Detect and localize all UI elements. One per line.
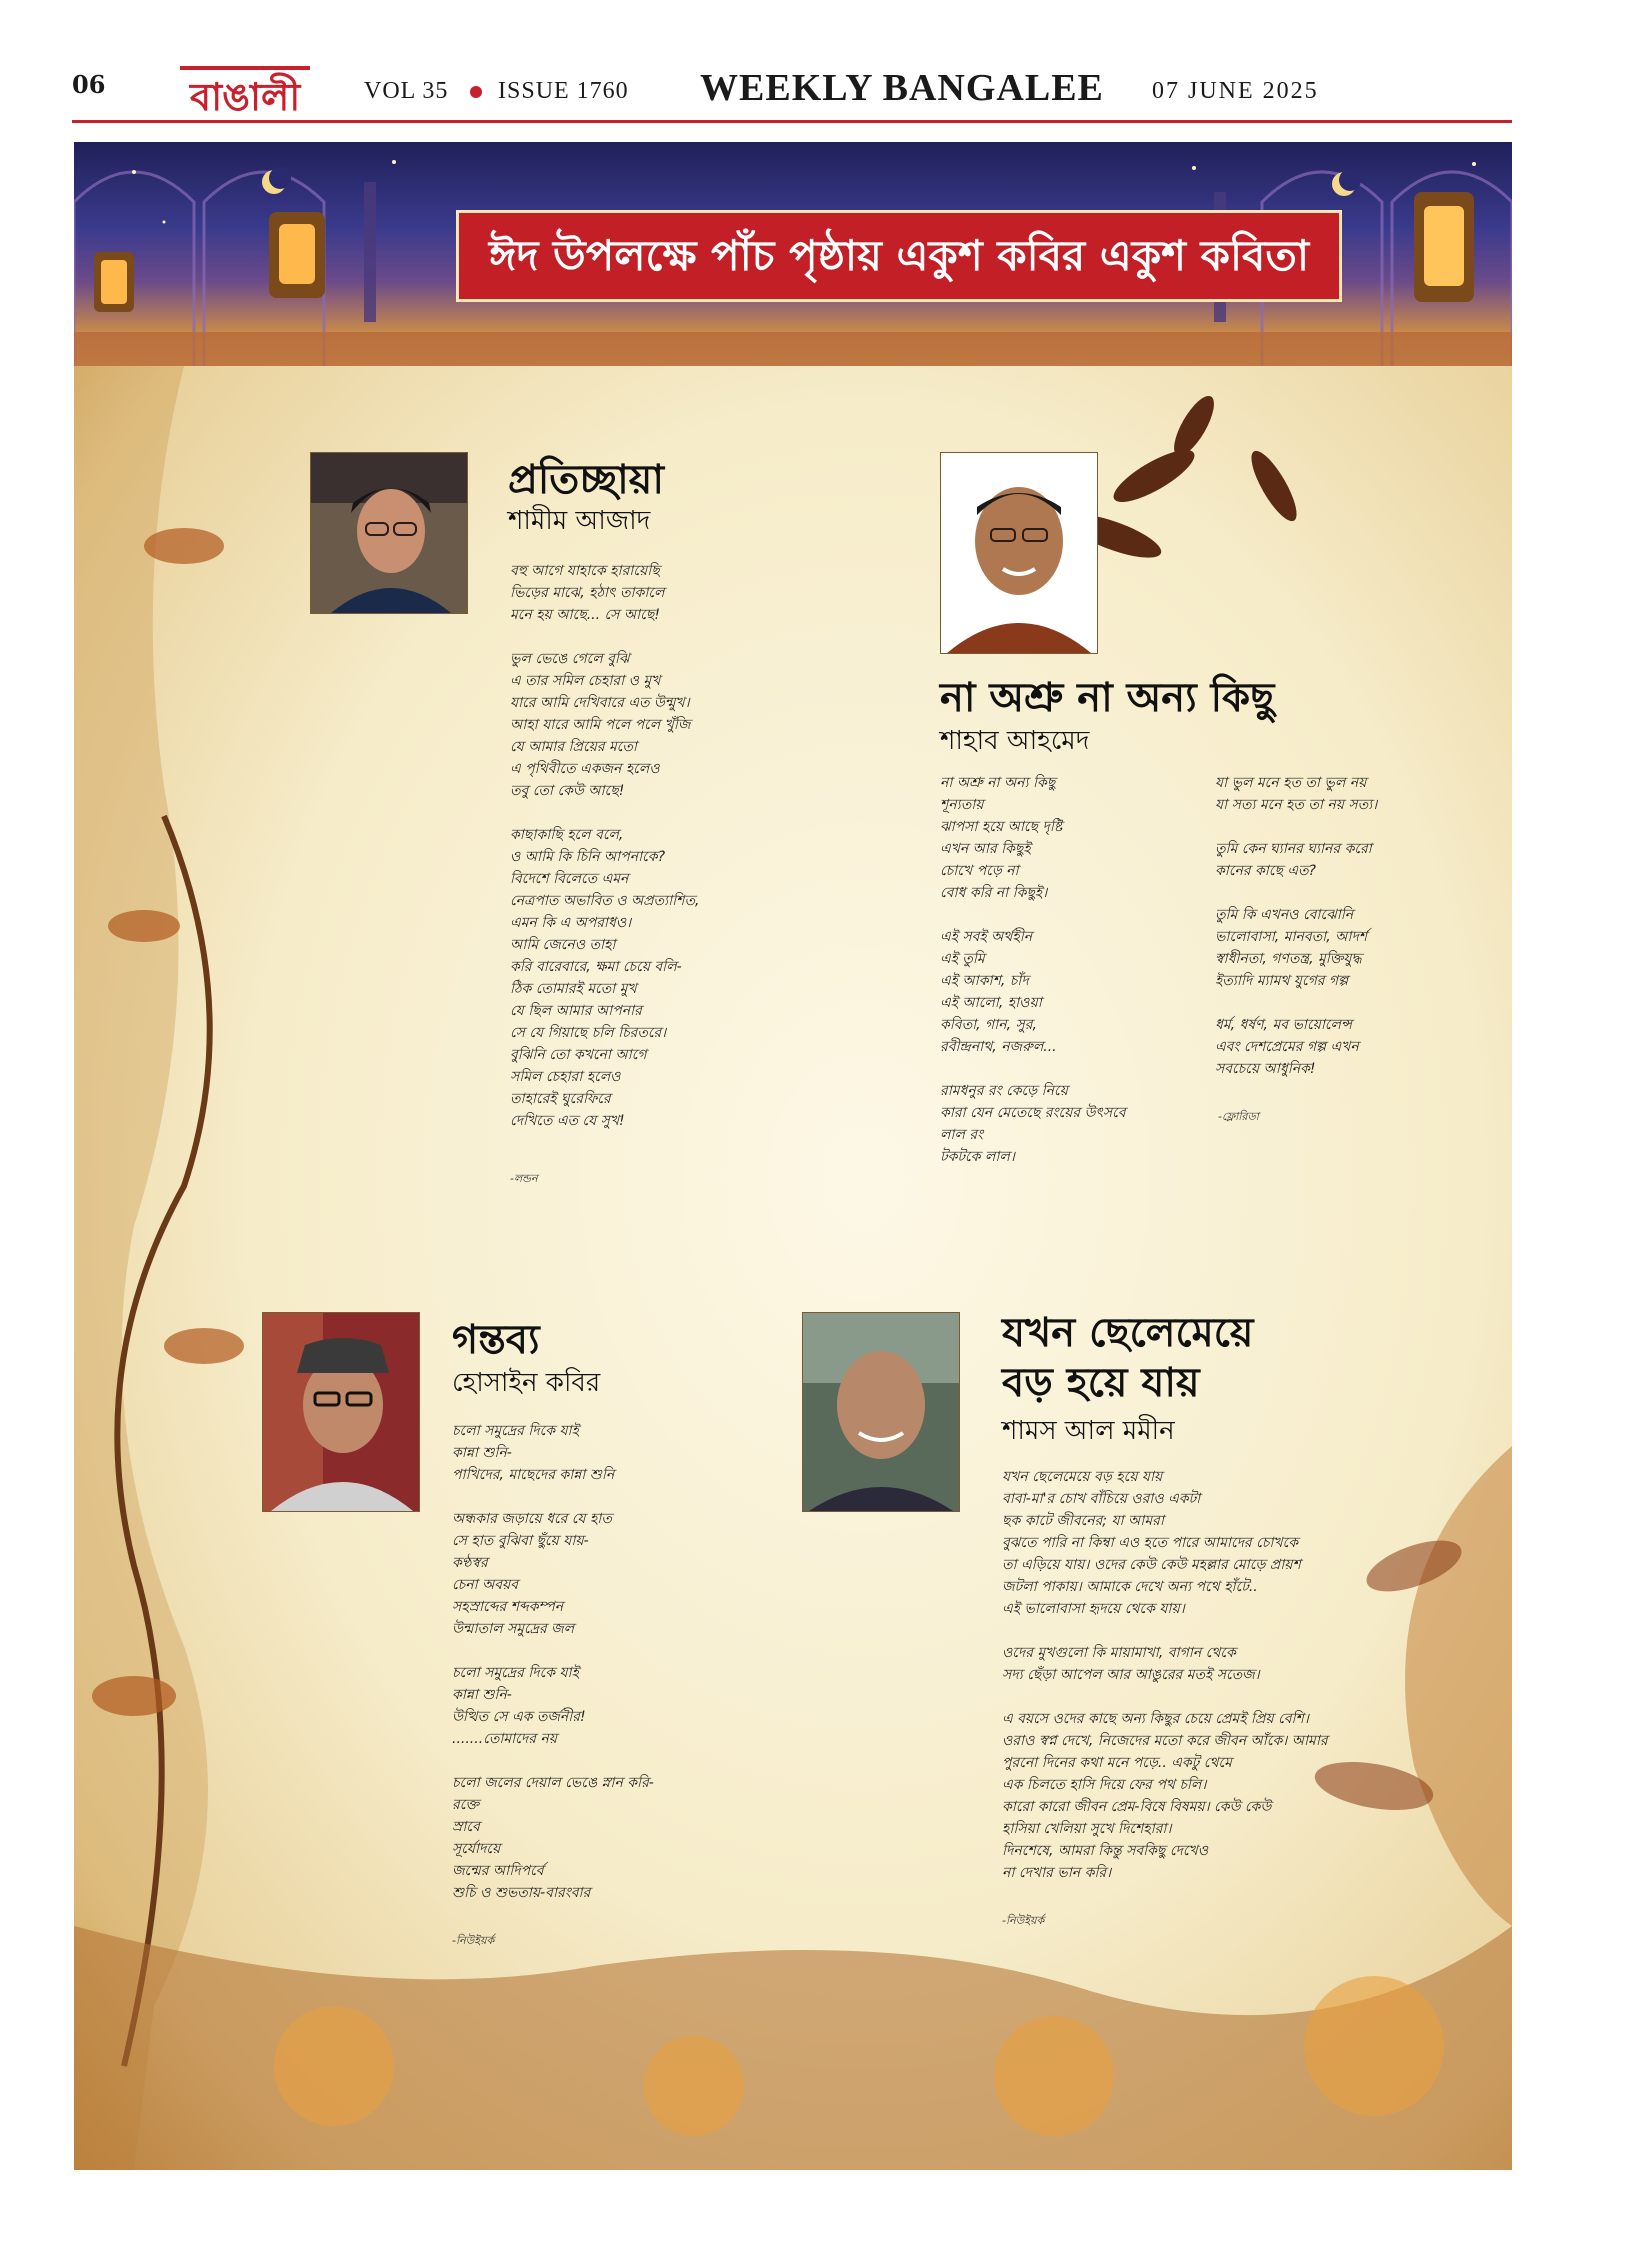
poem-line: ভালোবাসা, মানবতা, আদর্শ	[1215, 929, 1368, 945]
banner-title: ঈদ উপলক্ষে পাঁচ পৃষ্ঠায় একুশ কবির একুশ কবিতা	[456, 210, 1342, 302]
poem-line: এই সবই অর্থহীন	[940, 929, 1033, 945]
poet-photo-hossain-kabir	[262, 1312, 420, 1512]
poem-body	[452, 1420, 752, 1926]
poem-title: প্রতিচ্ছায়া	[508, 457, 664, 503]
poem-stanza	[452, 1662, 752, 1750]
page-number: 06	[72, 70, 106, 99]
poem-line: ওদের মুখগুলো কি মায়ামাখা, বাগান থেকে	[1002, 1645, 1236, 1661]
poem-line: চেনা অবয়ব	[452, 1577, 519, 1593]
poem-line: যা সত্য মনে হত তা নয় সত্য।	[1215, 797, 1378, 813]
poem-place: -লন্ডন	[510, 1172, 538, 1185]
poem-line: ইত্যাদি ম্যামথ যুগের গল্প	[1215, 973, 1349, 989]
poem-stanza	[940, 772, 1200, 904]
poem-line: সহস্রাব্দের শব্দকম্পন	[452, 1599, 564, 1615]
poem-line: দেখিতে এত যে সুখ!	[510, 1113, 625, 1129]
poet-photo-shahab-ahmed	[940, 452, 1098, 654]
poem-line: যে আমার প্রিয়ের মতো	[510, 739, 637, 755]
poem-title: না অশ্রু না অন্য কিছু	[940, 675, 1275, 721]
poem-line: .......তোমাদের নয়	[452, 1731, 557, 1747]
poem-line: এখন আর কিছুই	[940, 841, 1031, 857]
poem-title-line-2: বড় হয়ে যায়	[1002, 1360, 1200, 1406]
poem-line: স্বাধীনতা, গণতন্ত্র, মুক্তিযুদ্ধ	[1215, 951, 1362, 967]
poem-line: ধর্ম, ধর্ষণ, মব ভায়োলেন্স	[1215, 1017, 1352, 1033]
poem-line: না অশ্রু না অন্য কিছু	[940, 775, 1056, 791]
poem-line: হাসিয়া খেলিয়া সুখে দিশেহারা।	[1002, 1821, 1172, 1837]
poem-line: এই ভালোবাসা হৃদয়ে থেকে যায়।	[1002, 1601, 1185, 1617]
paper-name: WEEKLY BANGALEE	[700, 67, 1104, 109]
poem-stanza	[1002, 1642, 1442, 1686]
issue-label: ISSUE 1760	[498, 78, 629, 104]
poem-line: তবু তো কেউ আছে!	[510, 783, 625, 799]
poem-title: গন্তব্য	[452, 1317, 540, 1363]
poem-body-column-2	[1215, 772, 1475, 1102]
poem-line: উত্থিত সে এক তর্জনীর!	[452, 1709, 586, 1725]
poem-line: পুরনো দিনের কথা মনে পড়ে.. একটু থেমে	[1002, 1755, 1232, 1771]
poet-photo-shamim-azad	[310, 452, 468, 614]
poem-line: বোধ করি না কিছুই।	[940, 885, 1048, 901]
poem-line: এবং দেশপ্রেমের গল্প এখন	[1215, 1039, 1359, 1055]
poem-line: ঝাপসা হয়ে আছে দৃষ্টি	[940, 819, 1063, 835]
poem-line: জন্মের আদিপর্বে	[452, 1863, 544, 1879]
poem-line: চলো সমুদ্রের দিকে যাই	[452, 1665, 579, 1681]
poem-line: বিদেশে বিলেতে এমন	[510, 871, 629, 887]
poem-line: সে যে গিয়াছে চলি চিরতরে।	[510, 1025, 667, 1041]
poem-stanza	[452, 1772, 752, 1904]
poem-line: এক চিলতে হাসি দিয়ে ফের পথ চলি।	[1002, 1777, 1207, 1793]
poem-line: সদ্য ছেঁড়া আপেল আর আঙুরের মতই সতেজ।	[1002, 1667, 1260, 1683]
poem-line: কান্না শুনি-	[452, 1445, 512, 1461]
poem-stanza	[510, 648, 810, 802]
poem-stanza	[1215, 772, 1475, 816]
poem-line: ছক কাটে জীবনের; যা আমরা	[1002, 1513, 1164, 1529]
poet-photo-shams-al-momin	[802, 1312, 960, 1512]
bangalee-logo	[120, 62, 316, 120]
poem-line: এই তুমি	[940, 951, 985, 967]
poem-line: চলো জলের দেয়াল ভেঙে স্নান করি-	[452, 1775, 654, 1791]
poem-line: ওরাও স্বপ্ন দেখে, নিজেদের মতো করে জীবন আঁকে। আমার	[1002, 1733, 1328, 1749]
poem-line: জটলা পাকায়। আমাকে দেখে অন্য পথে হাঁটে..	[1002, 1579, 1258, 1595]
poem-line: লাল রং	[940, 1127, 984, 1143]
poem-line: কণ্ঠস্বর	[452, 1555, 488, 1571]
poem-line: কান্না শুনি-	[452, 1687, 512, 1703]
poem-line: মনে হয় আছে... সে আছে!	[510, 607, 660, 623]
poem-body	[1002, 1466, 1442, 1906]
svg-text:বাঙালী: বাঙালী	[190, 75, 301, 119]
poem-line: রামধনুর রং কেড়ে নিয়ে	[940, 1083, 1068, 1099]
poem-line: এই আকাশ, চাঁদ	[940, 973, 1029, 989]
poem-line: এ পৃথিবীতে একজন হলেও	[510, 761, 660, 777]
poem-line: আমি জেনেও তাহা	[510, 937, 616, 953]
poem-author: হোসাইন কবির	[452, 1368, 601, 1398]
poem-stanza	[1215, 838, 1475, 882]
poem-line: বুঝিনি তো কখনো আগে	[510, 1047, 647, 1063]
poem-line: শূন্যতায়	[940, 797, 984, 813]
separator-dot	[470, 86, 482, 98]
poem-stanza	[452, 1508, 752, 1640]
eid-banner	[74, 142, 1512, 366]
poem-place: -ফ্লোরিডা	[1218, 1110, 1259, 1123]
poem-line: এই আলো, হাওয়া	[940, 995, 1042, 1011]
poem-body	[510, 560, 810, 1154]
poem-line: কারা যেন মেতেছে রংয়ের উৎসবে	[940, 1105, 1126, 1121]
poem-line: এ তার সমিল চেহারা ও মুখ	[510, 673, 661, 689]
poem-stanza	[1002, 1708, 1442, 1884]
poem-line: তুমি কেন ঘ্যানর ঘ্যানর করো	[1215, 841, 1372, 857]
poem-line: কানের কাছে এত?	[1215, 863, 1316, 879]
header-rule	[72, 120, 1512, 123]
poem-line: ভুল ভেঙে গেলে বুঝি	[510, 651, 630, 667]
poem-line: কাছাকাছি হলে বলে,	[510, 827, 624, 843]
poem-stanza	[510, 560, 810, 626]
poem-line: করি বারেবারে, ক্ষমা চেয়ে বলি-	[510, 959, 682, 975]
poem-line: তুমি কি এখনও বোঝোনি	[1215, 907, 1354, 923]
poem-line: অন্ধকার জড়ায়ে ধরে যে হাত	[452, 1511, 612, 1527]
poem-line: যা ভুল মনে হত তা ভুল নয়	[1215, 775, 1367, 791]
poem-line: ঠিক তোমারই মতো মুখ	[510, 981, 637, 997]
poem-line: বাবা-মা'র চোখ বাঁচিয়ে ওরাও একটা	[1002, 1491, 1201, 1507]
poem-line: টকটকে লাল।	[940, 1149, 1015, 1165]
poem-author: শামীম আজাদ	[508, 506, 651, 536]
poem-title-line-1: যখন ছেলেমেয়ে	[1002, 1310, 1254, 1356]
poem-place: -নিউইয়র্ক	[1002, 1914, 1045, 1927]
poem-line: বহু আগে যাহাকে হারায়েছি	[510, 563, 660, 579]
poem-line: ও আমি কি চিনি আপনাকে?	[510, 849, 666, 865]
poem-line: দিনশেষে, আমরা কিন্তু সবকিছু দেখেও	[1002, 1843, 1209, 1859]
poem-line: পাখিদের, মাছেদের কান্না শুনি	[452, 1467, 615, 1483]
poem-line: সবচেয়ে আধুনিক!	[1215, 1061, 1316, 1077]
poem-line: উন্মাতাল সমুদ্রের জল	[452, 1621, 575, 1637]
poem-stanza	[1215, 1014, 1475, 1080]
poem-line: তাহারেই ঘুরেফিরে	[510, 1091, 611, 1107]
poem-line: তা এড়িয়ে যায়। ওদের কেউ কেউ মহল্লার মোড়ে প্রায়শ	[1002, 1557, 1301, 1573]
poem-line: যখন ছেলেমেয়ে বড় হয়ে যায়	[1002, 1469, 1163, 1485]
poem-line: শুচি ও শুভতায়-বারংবার	[452, 1885, 591, 1901]
poem-place: -নিউইয়র্ক	[452, 1934, 495, 1947]
poem-line: রক্তে	[452, 1797, 479, 1813]
poem-body	[940, 772, 1200, 1190]
poem-line: সূর্যোদয়ে	[452, 1841, 501, 1857]
poem-line: রবীন্দ্রনাথ, নজরুল...	[940, 1039, 1057, 1055]
poem-line: এ বয়সে ওদের কাছে অন্য কিছুর চেয়ে প্রেমই প্রিয় বেশি।	[1002, 1711, 1309, 1727]
poem-line: স্রাবে	[452, 1819, 480, 1835]
poem-line: যে ছিল আমার আপনার	[510, 1003, 642, 1019]
poem-line: সমিল চেহারা হলেও	[510, 1069, 621, 1085]
poem-line: ভিড়ের মাঝে, হঠাৎ তাকালে	[510, 585, 665, 601]
poem-line: না দেখার ভান করি।	[1002, 1865, 1112, 1881]
poem-line: সে হাত বুঝিবা ছুঁয়ে যায়-	[452, 1533, 589, 1549]
poem-line: যারে আমি দেখিবারে এত উন্মুখ।	[510, 695, 690, 711]
poem-line: কারো কারো জীবন প্রেম-বিষে বিষময়। কেউ কেউ	[1002, 1799, 1272, 1815]
poem-stanza	[452, 1420, 752, 1486]
poem-line: বুঝতে পারি না কিম্বা এও হতে পারে আমাদের চোখকে	[1002, 1535, 1298, 1551]
poem-stanza	[510, 824, 810, 1132]
poem-stanza	[940, 926, 1200, 1058]
poem-author: শাহাব আহমেদ	[940, 726, 1090, 756]
issue-date: 07 JUNE 2025	[1152, 78, 1319, 104]
poem-stanza	[1215, 904, 1475, 992]
poem-stanza	[940, 1080, 1200, 1168]
poem-title	[1002, 1308, 1253, 1408]
poem-line: চোখে পড়ে না	[940, 863, 1019, 879]
poem-line: এমন কি এ অপরাধও।	[510, 915, 632, 931]
volume-label: VOL 35	[364, 78, 449, 104]
poem-line: চলো সমুদ্রের দিকে যাই	[452, 1423, 579, 1439]
poem-author: শামস আল মমীন	[1002, 1416, 1175, 1446]
poem-line: আহা যারে আমি পলে পলে খুঁজি	[510, 717, 691, 733]
poem-stanza	[1002, 1466, 1442, 1620]
masthead	[72, 60, 1512, 124]
poem-line: কবিতা, গান, সুর,	[940, 1017, 1037, 1033]
poem-line: নেত্রপাত অভাবিত ও অপ্রত্যাশিত,	[510, 893, 700, 909]
